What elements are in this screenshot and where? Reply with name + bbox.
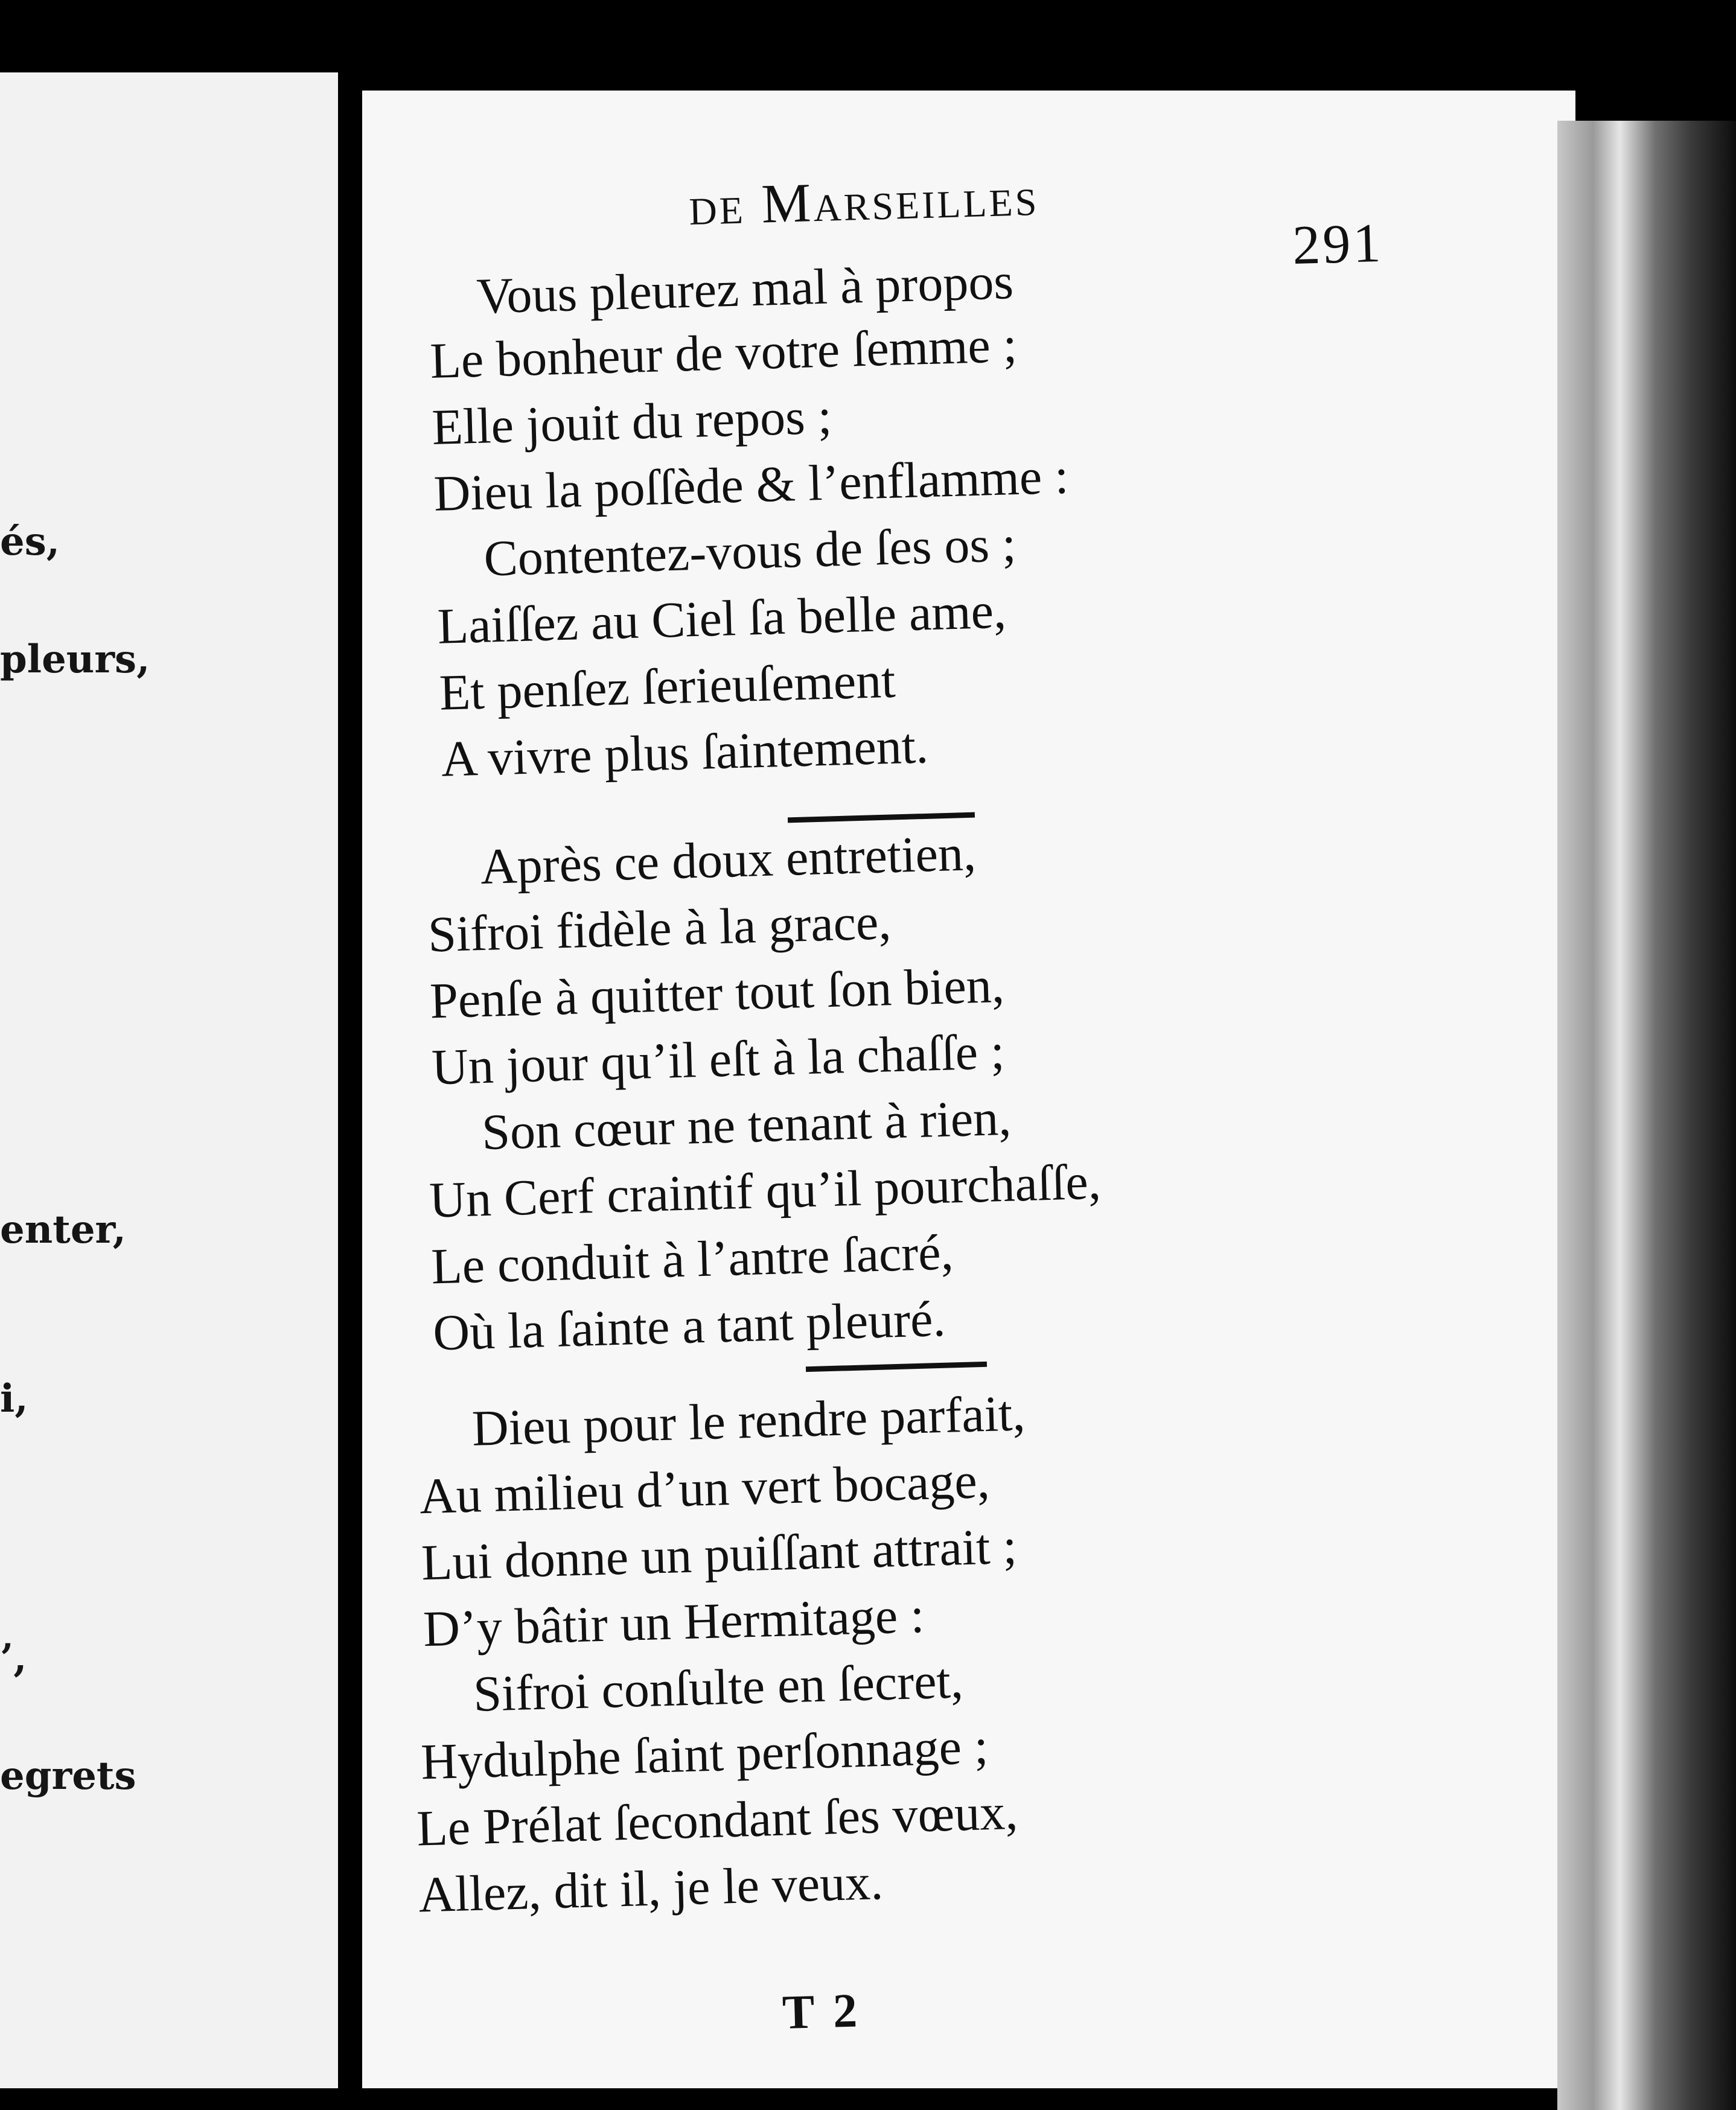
verse-line: Où la ſainte a tant pleuré. bbox=[432, 1290, 946, 1362]
page-right bbox=[362, 91, 1575, 2088]
book-gutter bbox=[338, 0, 362, 2110]
verse-line: Penſe à quitter tout ſon bien, bbox=[429, 957, 1005, 1030]
page-number: 291 bbox=[1291, 211, 1384, 276]
verse-line: Un Cerf craintif qu’il pourchaſſe, bbox=[429, 1153, 1102, 1229]
stanza-divider bbox=[788, 812, 975, 823]
left-fragment: enter, bbox=[0, 1207, 126, 1252]
verse-line: Dieu la poſſède & l’enflamme : bbox=[433, 448, 1070, 522]
facing-page-left bbox=[0, 72, 338, 2088]
verse-line: Le bonheur de votre ſemme ; bbox=[429, 316, 1018, 390]
verse-line: Laiſſez au Ciel ſa belle ame, bbox=[436, 582, 1007, 655]
verse-line: Et penſez ſerieuſement bbox=[438, 652, 896, 721]
left-fragment: ’, bbox=[0, 1636, 27, 1681]
verse-line: Lui donne un puiſſant attrait ; bbox=[420, 1518, 1018, 1592]
signature-mark: T 2 bbox=[781, 1984, 862, 2039]
left-fragment: i, bbox=[0, 1376, 28, 1421]
verse-line: Vous pleurez mal à propos bbox=[476, 253, 1015, 325]
left-fragment: egrets bbox=[0, 1753, 136, 1799]
verse-line: Après ce doux entretien, bbox=[479, 825, 977, 896]
verse-line: Dieu pour le rendre parfait, bbox=[471, 1385, 1026, 1457]
left-fragment: és, bbox=[0, 519, 60, 564]
page-block-edge bbox=[1557, 121, 1736, 2110]
verse-line: Sifroi conſulte en ſecret, bbox=[472, 1653, 964, 1723]
verse-line: Contentez-vous de ſes os ; bbox=[483, 516, 1017, 587]
running-title: de Marseilles bbox=[688, 165, 1040, 237]
verse-line: A vivre plus ſaintement. bbox=[440, 718, 930, 788]
verse-line: Sifroi fidèle à la grace, bbox=[427, 894, 892, 963]
verse-line: Allez, dit il, je le veux. bbox=[418, 1854, 884, 1924]
stanza-divider bbox=[806, 1362, 987, 1372]
verse-line: Un jour qu’il eſt à la chaſſe ; bbox=[430, 1023, 1006, 1096]
verse-line: D’y bâtir un Hermitage : bbox=[422, 1587, 925, 1658]
left-fragment: pleurs, bbox=[0, 637, 150, 682]
verse-line: Au milieu d’un vert bocage, bbox=[418, 1452, 991, 1525]
verse-line: Le Prélat ſecondant ſes vœux, bbox=[416, 1783, 1019, 1857]
verse-line: Elle jouit du repos ; bbox=[431, 388, 833, 456]
verse-line: Le conduit à l’antre ſacré, bbox=[430, 1224, 954, 1295]
verse-line: Hydulphe ſaint perſonnage ; bbox=[420, 1718, 989, 1791]
verse-line: Son cœur ne tenant à rien, bbox=[480, 1089, 1012, 1161]
